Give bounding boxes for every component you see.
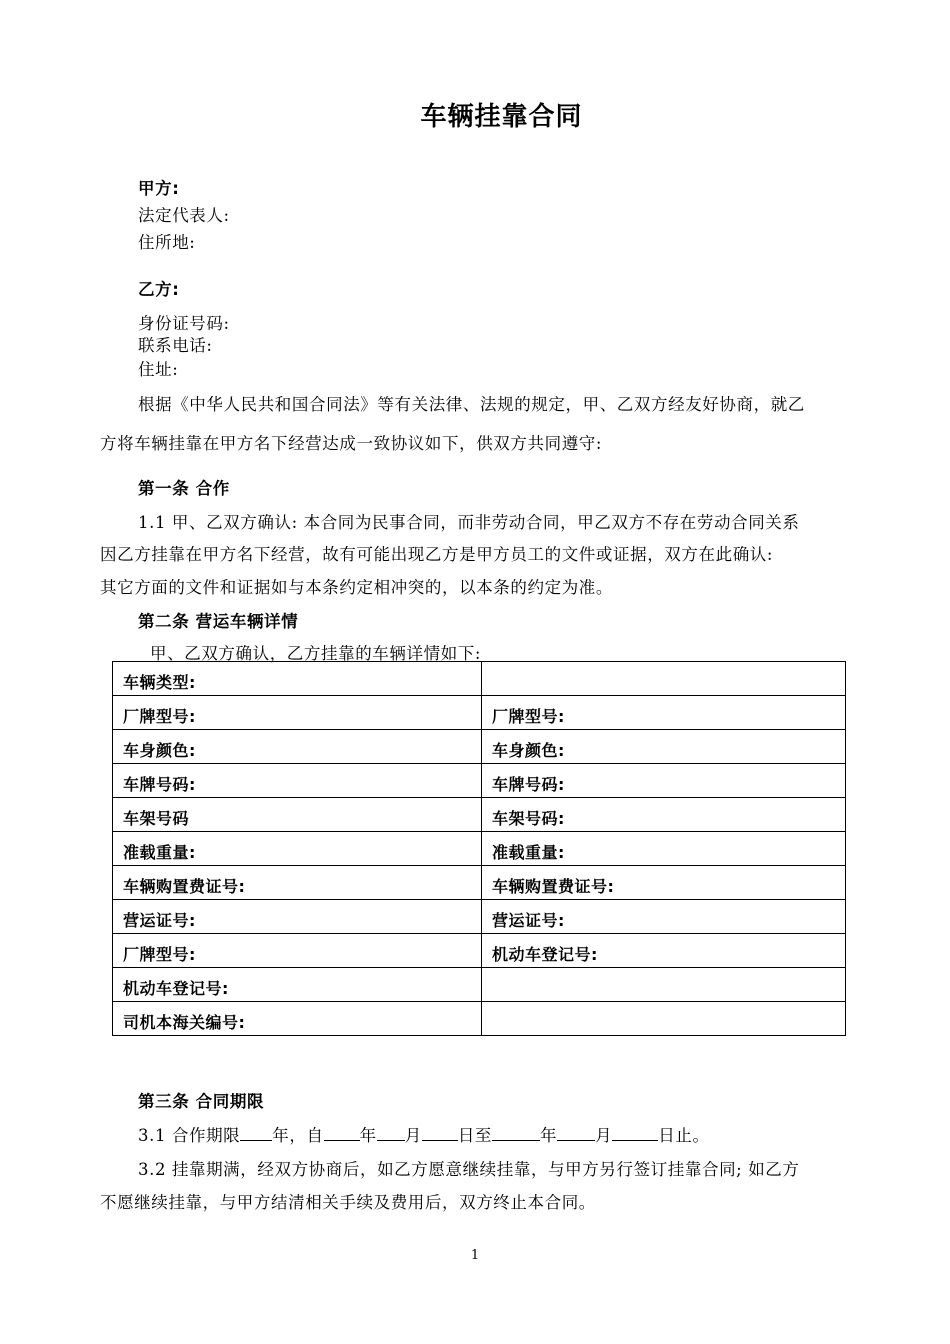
party-b-label: 乙方: xyxy=(138,280,180,299)
term-prefix: 3.1 合作期限 xyxy=(138,1126,241,1145)
table-cell: 车牌号码: xyxy=(482,764,846,798)
article-3-clause-2-line-1: 3.2 挂靠期满，经双方协商后，如乙方愿意继续挂靠，与甲方另行签订挂靠合同; 如乙方 xyxy=(138,1160,800,1179)
table-cell: 车辆购置费证号: xyxy=(482,866,846,900)
start-day-unit: 日至 xyxy=(457,1126,493,1145)
table-row xyxy=(113,696,846,730)
intro-line-2: 方将车辆挂靠在甲方名下经营达成一致协议如下，供双方共同遵守: xyxy=(100,434,603,453)
end-day-blank[interactable] xyxy=(612,1124,658,1141)
table-cell xyxy=(482,662,846,696)
table-row xyxy=(113,730,846,764)
table-cell: 司机本海关编号: xyxy=(113,1002,482,1036)
article-1-heading: 第一条 合作 xyxy=(138,479,230,498)
page-number: 1 xyxy=(470,1248,480,1263)
start-year-blank[interactable] xyxy=(324,1124,360,1141)
term-years-blank[interactable] xyxy=(240,1124,272,1141)
table-cell xyxy=(482,968,846,1002)
table-cell xyxy=(482,1002,846,1036)
party-b-address: 住址: xyxy=(138,360,179,379)
table-row xyxy=(113,662,846,696)
table-row xyxy=(113,1002,846,1036)
table-cell: 车牌号码: xyxy=(113,764,482,798)
vehicle-details-table xyxy=(112,661,846,1036)
end-month-unit: 月 xyxy=(595,1126,613,1145)
end-day-unit: 日止。 xyxy=(658,1126,710,1145)
table-cell: 车身颜色: xyxy=(482,730,846,764)
table-cell: 车辆购置费证号: xyxy=(113,866,482,900)
article-1-line-2: 因乙方挂靠在甲方名下经营，故有可能出现乙方是甲方员工的文件或证据，双方在此确认: xyxy=(100,545,774,564)
table-row xyxy=(113,866,846,900)
start-month-blank[interactable] xyxy=(377,1124,405,1141)
intro-line-1: 根据《中华人民共和国合同法》等有关法律、法规的规定，甲、乙双方经友好协商，就乙 xyxy=(138,395,805,414)
table-cell: 厂牌型号: xyxy=(113,696,482,730)
article-2-intro: 甲、乙双方确认，乙方挂靠的车辆详情如下: xyxy=(150,644,482,663)
article-3-clause-2-line-2: 不愿继续挂靠，与甲方结清相关手续及费用后，双方终止本合同。 xyxy=(100,1193,596,1212)
table-cell: 机动车登记号: xyxy=(113,968,482,1002)
start-year-unit: 年 xyxy=(359,1126,377,1145)
article-1-line-1: 1.1 甲、乙双方确认: 本合同为民事合同，而非劳动合同，甲乙双方不存在劳动合同关系 xyxy=(138,513,800,532)
table-cell: 营运证号: xyxy=(113,900,482,934)
table-cell: 厂牌型号: xyxy=(113,934,482,968)
table-row xyxy=(113,934,846,968)
start-day-blank[interactable] xyxy=(422,1124,458,1141)
party-a-legal-rep: 法定代表人: xyxy=(138,206,230,225)
table-cell: 准载重量: xyxy=(482,832,846,866)
party-a-address: 住所地: xyxy=(138,233,196,252)
table-cell: 厂牌型号: xyxy=(482,696,846,730)
table-row xyxy=(113,832,846,866)
article-3-heading: 第三条 合同期限 xyxy=(138,1092,265,1111)
start-month-unit: 月 xyxy=(404,1126,422,1145)
table-cell: 准载重量: xyxy=(113,832,482,866)
article-2-heading: 第二条 营运车辆详情 xyxy=(138,612,299,631)
end-month-blank[interactable] xyxy=(557,1124,595,1141)
article-3-term-line xyxy=(138,1122,710,1146)
article-1-line-3: 其它方面的文件和证据如与本条约定相冲突的，以本条的约定为准。 xyxy=(100,578,613,597)
party-b-id-number: 身份证号码: xyxy=(138,314,230,333)
table-row xyxy=(113,764,846,798)
table-cell: 营运证号: xyxy=(482,900,846,934)
table-cell: 车辆类型: xyxy=(113,662,482,696)
table-row xyxy=(113,968,846,1002)
table-cell: 车架号码: xyxy=(482,798,846,832)
table-cell: 车身颜色: xyxy=(113,730,482,764)
table-cell: 机动车登记号: xyxy=(482,934,846,968)
table-row xyxy=(113,900,846,934)
term-year-unit: 年，自 xyxy=(272,1126,324,1145)
table-row xyxy=(113,798,846,832)
table-cell: 车架号码 xyxy=(113,798,482,832)
party-a-label: 甲方: xyxy=(138,179,180,198)
end-year-unit: 年 xyxy=(540,1126,558,1145)
party-b-phone: 联系电话: xyxy=(138,336,213,355)
contract-title: 车辆挂靠合同 xyxy=(420,102,583,132)
end-year-blank[interactable] xyxy=(492,1124,540,1141)
